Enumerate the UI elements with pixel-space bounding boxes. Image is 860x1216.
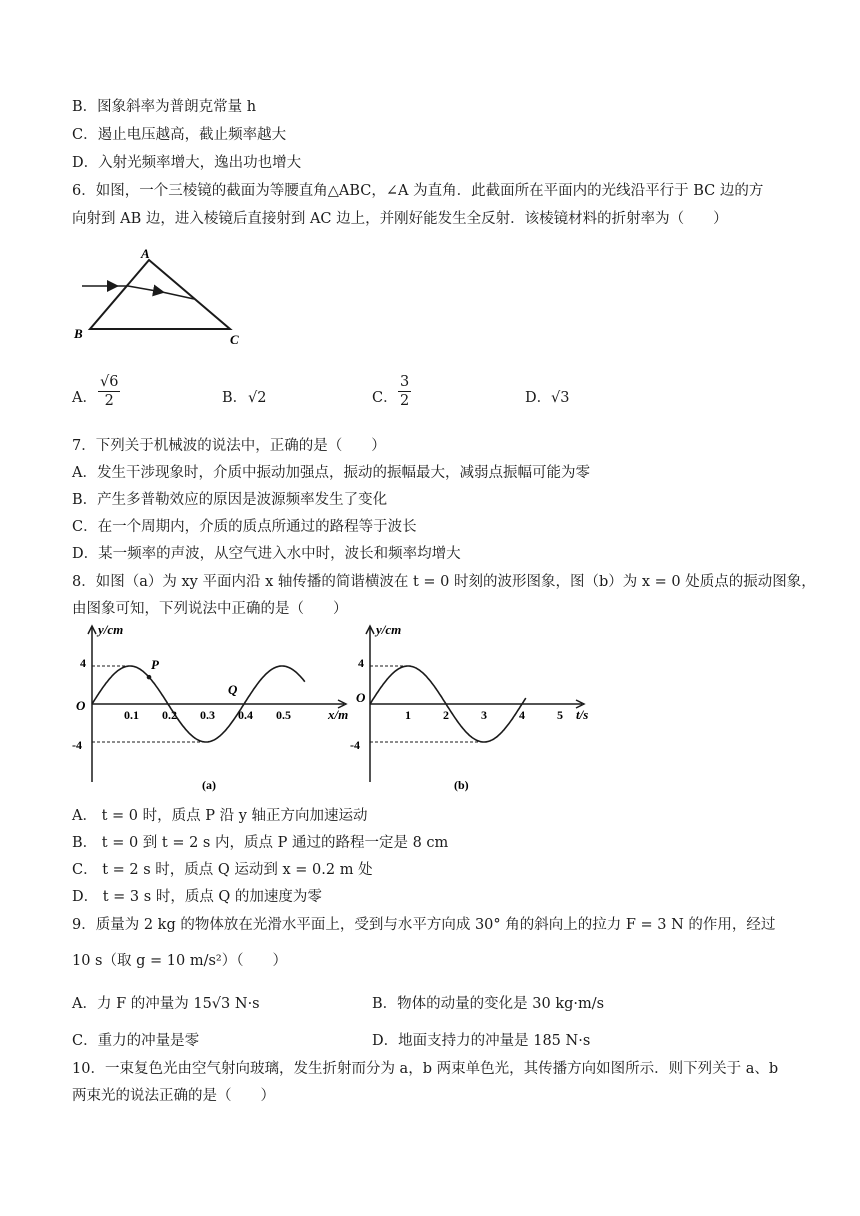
prism-triangle	[90, 260, 230, 329]
q6-stem-line2: 向射到 AB 边，进入棱镜后直接射到 AC 边上，并刚好能发生全反射．该棱镜材料的折射率为（ ）	[72, 211, 728, 227]
q5-option-b: B．图象斜率为普朗克常量 h	[72, 99, 257, 115]
wave-figure-b	[350, 622, 610, 792]
q5-option-c: C．遏止电压越高，截止频率越大	[72, 127, 287, 143]
q8-stem-line2: 由图象可知，下列说法中正确的是（ ）	[72, 601, 348, 617]
fig-b-ymax-label: 4	[358, 656, 364, 670]
fig-a-point-p-dot	[147, 675, 152, 680]
q9-option-b: B．物体的动量的变化是 30 kg·m/s	[372, 996, 605, 1012]
q8-stem-line1: 8．如图（a）为 xy 平面内沿 x 轴传播的简谐横波在 t = 0 时刻的波形图象，图（b）为 x = 0 处质点的振动图象，	[72, 574, 816, 590]
q6-option-b-value: √2	[248, 390, 267, 406]
q6-option-a-num: √6	[100, 374, 119, 390]
fig-b-tick-label: 3	[481, 708, 487, 722]
q6-option-c-label: C．	[372, 390, 398, 406]
q7-option-b: B．产生多普勒效应的原因是波源频率发生了变化	[72, 492, 388, 508]
q7-stem: 7．下列关于机械波的说法中，正确的是（ ）	[72, 438, 386, 454]
q6-option-c-den: 2	[400, 393, 410, 409]
fig-a-y-label: y/cm	[98, 622, 124, 637]
q7-option-a: A．发生干涉现象时，介质中振动加强点，振动的振幅最大，减弱点振幅可能为零	[72, 465, 590, 481]
fig-b-caption: (b)	[454, 778, 469, 792]
q5-option-d: D．入射光频率增大，逸出功也增大	[72, 155, 302, 171]
q6-option-d-label: D．	[525, 390, 552, 406]
q9-stem-line2: 10 s（取 g = 10 m/s²）（ ）	[72, 953, 287, 969]
q8-option-d: D． t = 3 s 时，质点 Q 的加速度为零	[72, 889, 322, 905]
q9-option-d: D．地面支持力的冲量是 185 N·s	[372, 1033, 591, 1049]
fig-a-point-q-label: Q	[228, 682, 238, 697]
q6-option-b-label: B．	[222, 390, 248, 406]
q8-option-c: C． t = 2 s 时，质点 Q 运动到 x = 0.2 m 处	[72, 862, 373, 878]
fig-a-tick-label: 0.3	[200, 708, 215, 722]
fig-b-tick-label: 1	[405, 708, 411, 722]
q9-option-c: C．重力的冲量是零	[72, 1033, 200, 1049]
prism-label-c: C	[230, 332, 239, 347]
fig-b-origin: O	[356, 690, 366, 705]
fig-b-x-label: t/s	[576, 707, 589, 722]
fig-b-tick-label: 5	[557, 708, 563, 722]
fig-a-caption: (a)	[202, 778, 216, 792]
q6-stem-line1: 6．如图，一个三棱镜的截面为等腰直角△ABC，∠A 为直角．此截面所在平面内的光线沿平行于 BC 边的方	[72, 183, 764, 199]
fig-a-tick-label: 0.5	[276, 708, 291, 722]
q8-option-a: A． t = 0 时，质点 P 沿 y 轴正方向加速运动	[72, 808, 368, 824]
fig-a-ymin-label: -4	[72, 738, 82, 752]
prism-figure	[72, 244, 252, 348]
q6-option-d-value: √3	[551, 390, 570, 406]
fig-a-ymax-label: 4	[80, 656, 86, 670]
fig-a-point-p-label: P	[151, 657, 159, 673]
q9-stem-line1: 9．质量为 2 kg 的物体放在光滑水平面上，受到与水平方向成 30° 角的斜向上的拉力 F = 3 N 的作用，经过	[72, 917, 776, 933]
fig-a-tick-label: 0.2	[162, 708, 177, 722]
q10-stem-line1: 10．一束复色光由空气射向玻璃，发生折射而分为 a，b 两束单色光，其传播方向如图所示．则下列关于 a、b	[72, 1061, 779, 1077]
fig-b-ymin-label: -4	[350, 738, 360, 752]
fig-b-y-label: y/cm	[376, 622, 402, 637]
refracted-ray	[128, 286, 162, 292]
wave-figure-a	[72, 622, 362, 792]
fig-a-origin: O	[76, 698, 86, 713]
fig-b-tick-label: 2	[443, 708, 449, 722]
prism-label-a: A	[141, 246, 150, 261]
q10-stem-line2: 两束光的说法正确的是（ ）	[72, 1088, 275, 1104]
fig-a-tick-label: 0.4	[238, 708, 253, 722]
q6-option-a-den: 2	[104, 393, 114, 409]
q6-option-a-fraction	[98, 374, 120, 409]
q6-option-c-fraction	[398, 374, 411, 409]
q7-option-c: C．在一个周期内，介质的质点所通过的路程等于波长	[72, 519, 417, 535]
q6-option-a-label: A．	[72, 390, 97, 406]
q7-option-d: D．某一频率的声波，从空气进入水中时，波长和频率均增大	[72, 546, 461, 562]
prism-label-b: B	[74, 326, 83, 341]
q8-option-b: B． t = 0 到 t = 2 s 内，质点 P 通过的路程一定是 8 cm	[72, 835, 449, 851]
fig-a-tick-label: 0.1	[124, 708, 139, 722]
q9-option-a: A．力 F 的冲量为 15√3 N·s	[72, 996, 260, 1012]
fig-a-x-label: x/m	[328, 707, 349, 722]
fig-b-tick-label: 4	[519, 708, 525, 722]
q6-option-c-num: 3	[400, 374, 410, 390]
